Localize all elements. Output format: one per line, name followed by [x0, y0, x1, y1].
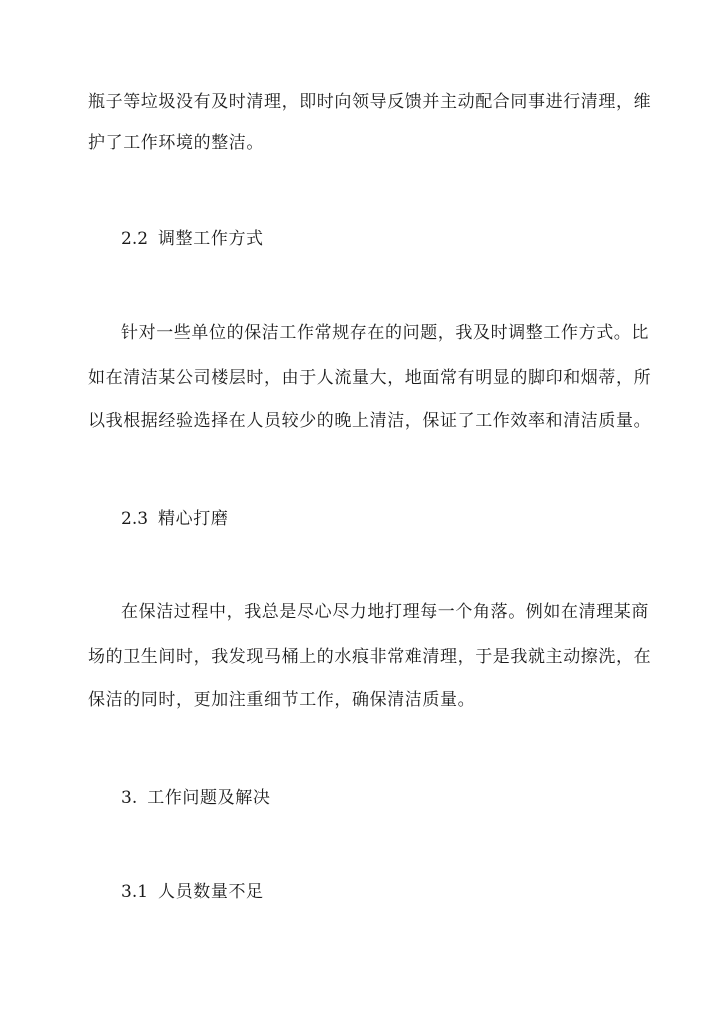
section-title: 精心打磨	[158, 509, 229, 529]
paragraph-2-line-3: 以我根据经验选择在人员较少的晚上清洁，保证了工作效率和清洁质量。	[88, 411, 652, 431]
section-number: 3.1	[121, 882, 149, 902]
section-heading-2-3	[121, 509, 228, 529]
section-heading-3-1	[121, 882, 264, 902]
section-number: 2.2	[121, 229, 149, 249]
section-title: 人员数量不足	[158, 882, 264, 902]
paragraph-3-line-1: 在保洁过程中，我总是尽心尽力地打理每一个角落。例如在清理某商	[121, 602, 649, 622]
paragraph-1-line-1: 瓶子等垃圾没有及时清理，即时向领导反馈并主动配合同事进行清理，维	[88, 92, 652, 112]
section-number: 2.3	[121, 509, 149, 529]
paragraph-2-line-2: 如在清洁某公司楼层时，由于人流量大，地面常有明显的脚印和烟蒂，所	[88, 368, 652, 388]
paragraph-2-line-1: 针对一些单位的保洁工作常规存在的问题，我及时调整工作方式。比	[121, 323, 649, 343]
section-title: 工作问题及解决	[147, 788, 271, 808]
section-heading-3	[121, 788, 270, 808]
paragraph-3-line-2: 场的卫生间时，我发现马桶上的水痕非常难清理，于是我就主动擦洗，在	[88, 647, 652, 667]
paragraph-3-line-3: 保洁的同时，更加注重细节工作，确保清洁质量。	[88, 690, 476, 710]
paragraph-1-line-2: 护了工作环境的整洁。	[88, 133, 264, 153]
section-title: 调整工作方式	[158, 229, 264, 249]
section-number: 3.	[121, 788, 138, 808]
section-heading-2-2	[121, 229, 264, 249]
